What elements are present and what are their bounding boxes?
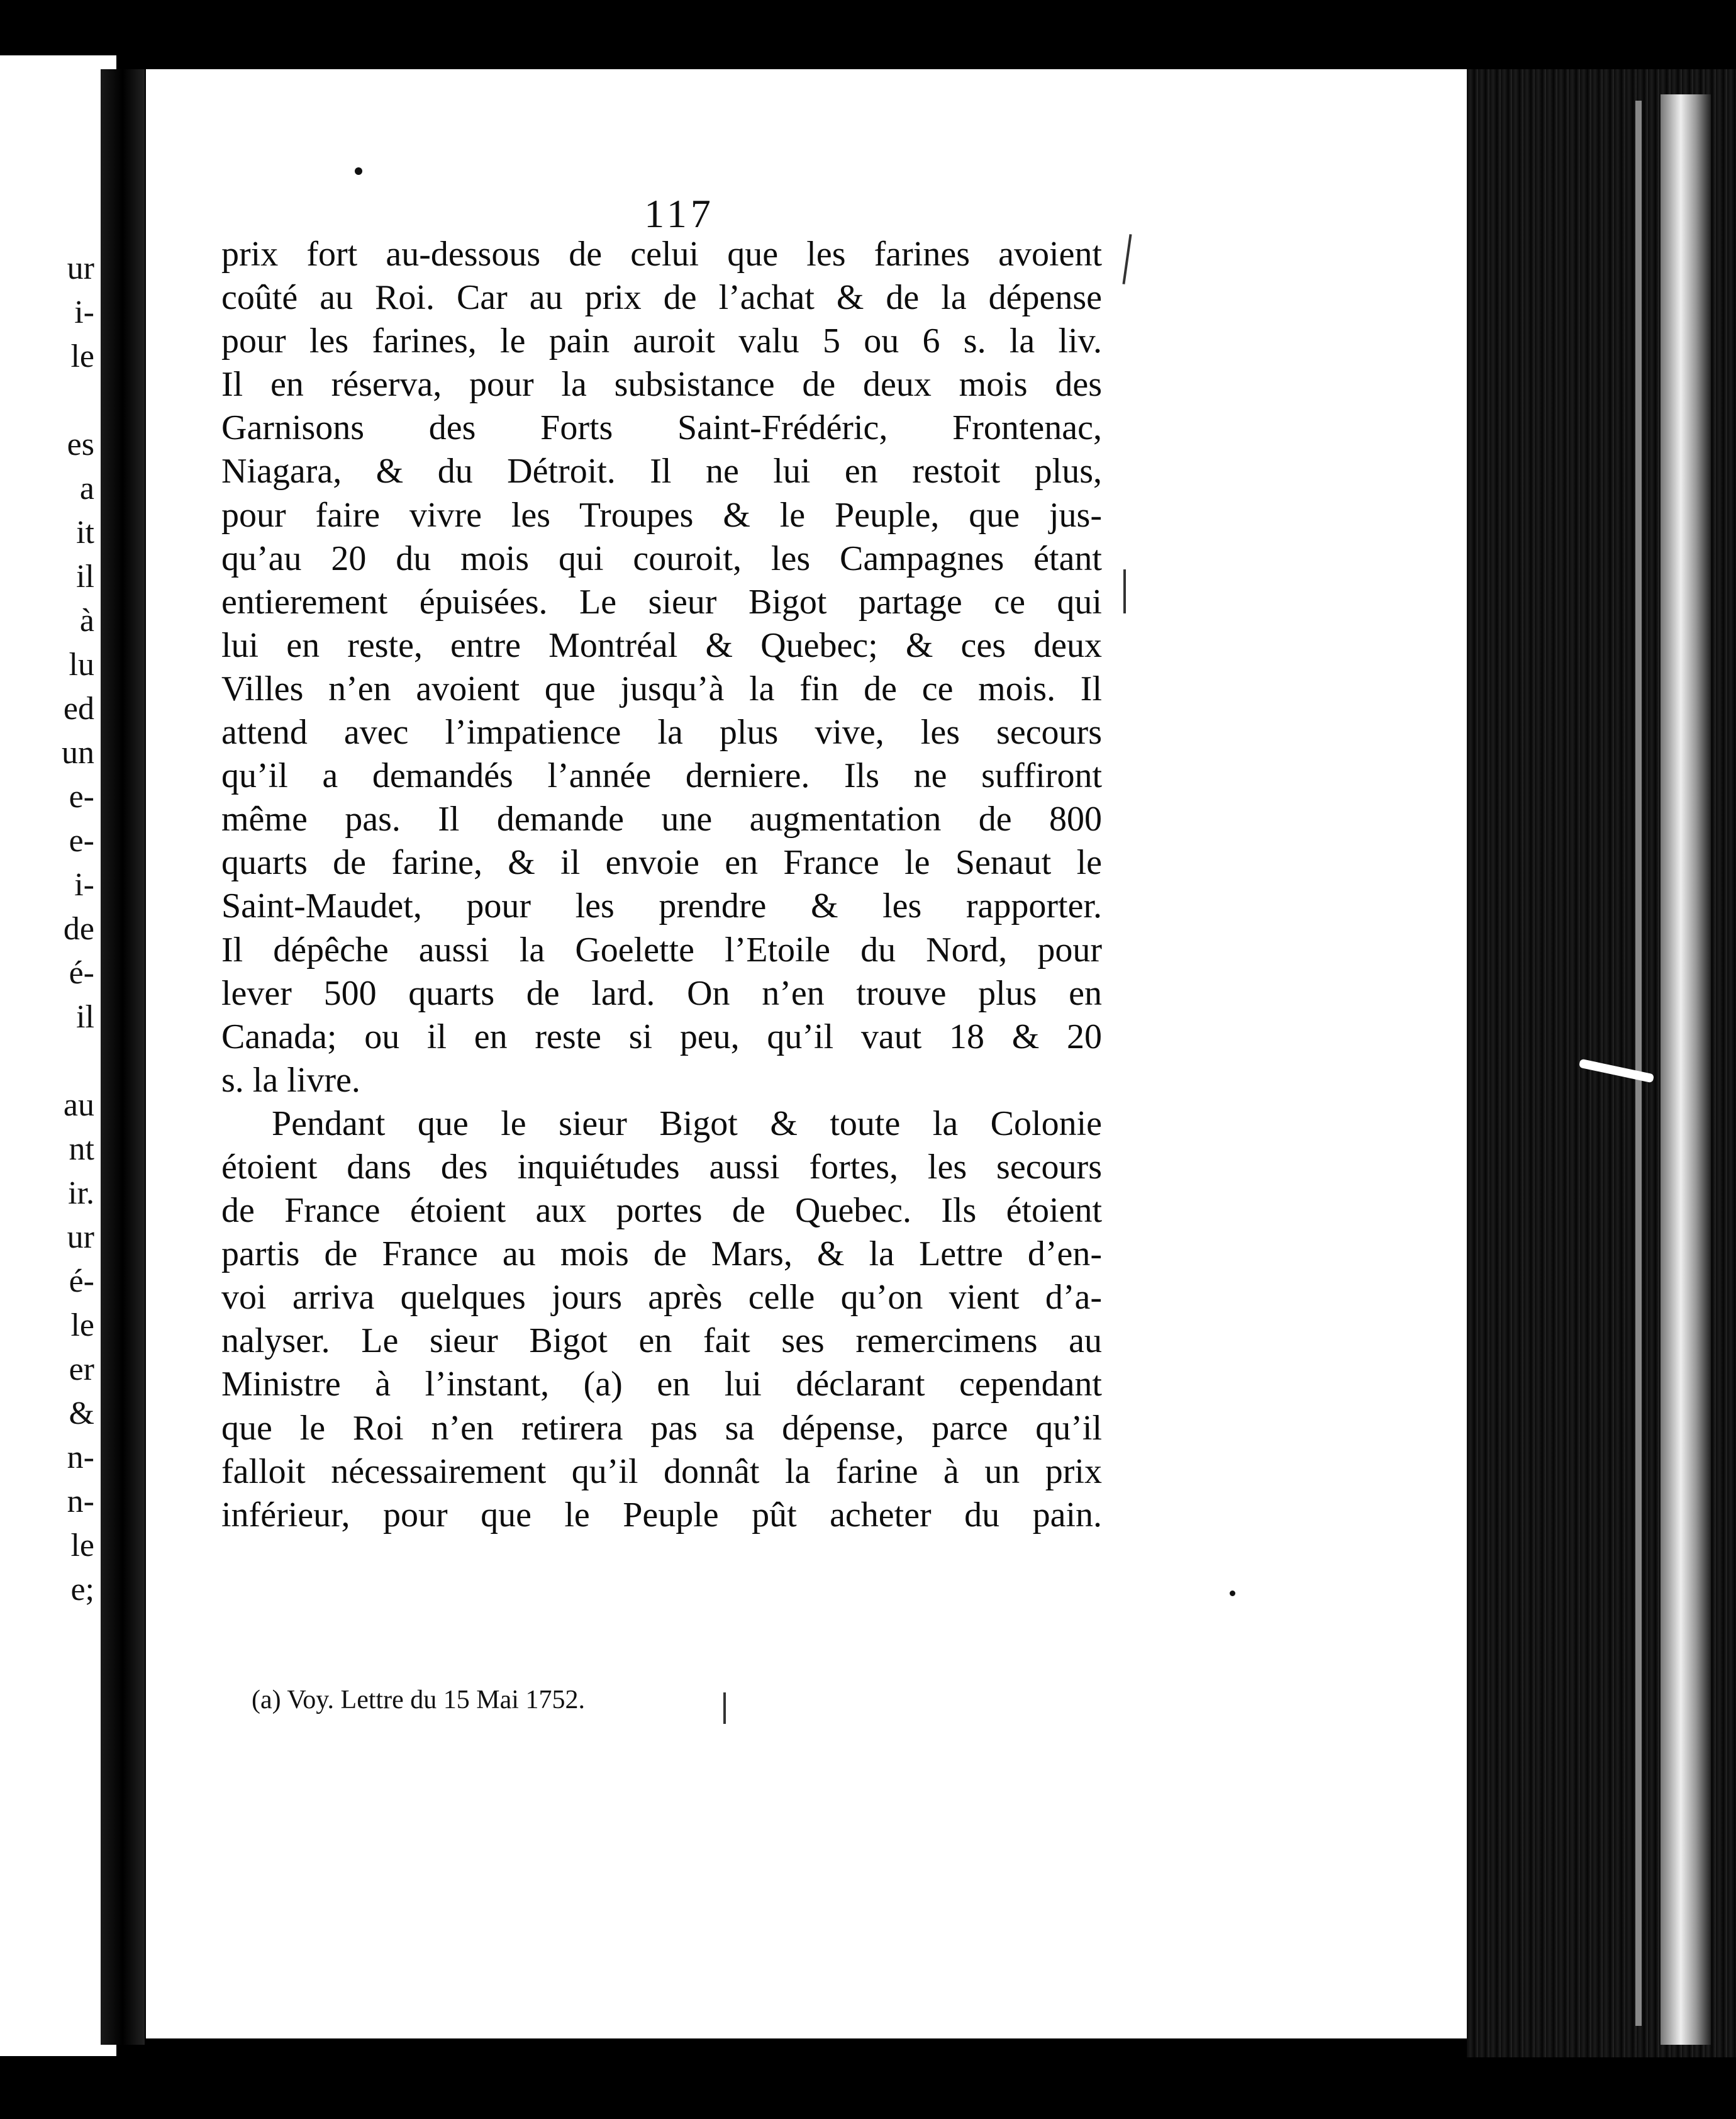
text-line: lui en reste, entre Montréal & Quebec; & ces deux [221,625,1102,665]
facing-fragment: ur [67,1219,94,1255]
facing-fragment: it [76,515,94,551]
text-line: Villes n’en avoient que jusqu’à la fin de ce mois. Il [221,669,1102,708]
facing-fragment: nt [69,1131,94,1167]
facing-fragment: i- [74,294,94,330]
text-line: étoient dans des inquiétudes aussi fortes, les secours [221,1147,1102,1187]
facing-fragment [0,379,94,423]
facing-fragment: il [76,999,94,1035]
text-line: inférieur, pour que le Peuple pût acheter du pain. [221,1495,1102,1535]
margin-mark [1123,569,1126,613]
facing-fragment [0,1039,94,1083]
text-line: Pendant que le sieur Bigot & toute la Colonie [272,1104,1102,1143]
facing-fragment: n- [67,1484,94,1519]
text-line: Canada; ou il en reste si peu, qu’il vaut 18 & 20 [221,1017,1102,1056]
facing-fragment: e- [69,779,94,815]
page-number: 117 [644,191,715,236]
facing-fragment: au [63,1087,94,1123]
text-line: de France étoient aux portes de Quebec. Ils étoient [221,1191,1102,1231]
body-text [221,233,1102,1537]
fore-edge-highlight [1661,94,1711,2045]
footnote: (a) Voy. Lettre du 15 Mai 1752. [252,1686,585,1714]
text-line: Il en réserva, pour la subsistance de deux mois des [221,365,1102,405]
ink-dot [1230,1591,1235,1596]
text-line: coûté au Roi. Car au prix de l’achat & de la dépense [221,278,1102,318]
facing-fragment: & [69,1395,94,1431]
facing-fragment: il [76,559,94,595]
facing-fragment: le [70,1307,94,1343]
text-line: partis de France au mois de Mars, & la Lettre d’en- [221,1234,1102,1274]
text-line: qu’au 20 du mois qui couroit, les Campagnes étant [221,539,1102,578]
text-line: entierement épuisées. Le sieur Bigot partage ce qui [221,582,1102,622]
book-gutter [101,69,145,2045]
text-line: Ministre à l’instant, (a) en lui déclarant cependant [221,1365,1102,1404]
text-line: voi arriva quelques jours après celle qu’on vient d’a- [221,1278,1102,1317]
facing-fragment: un [62,735,94,771]
facing-fragment: i- [74,867,94,903]
text-line: lever 500 quarts de lard. On n’en trouve plus en [221,973,1102,1013]
facing-fragment: ed [63,691,94,727]
text-line: pour faire vivre les Troupes & le Peuple, que jus- [221,495,1102,535]
text-line: prix fort au-dessous de celui que les farines avoient [221,235,1102,274]
text-line: qu’il a demandés l’année derniere. Ils ne suffiront [221,756,1102,796]
facing-fragment: n- [67,1440,94,1475]
text-line: Garnisons des Forts Saint-Frédéric, Frontenac, [221,408,1102,448]
facing-fragment: lu [69,647,94,683]
text-line: attend avec l’impatience la plus vive, les secours [221,713,1102,752]
facing-fragment: ur [67,250,94,286]
margin-mark [723,1692,726,1724]
text-line: que le Roi n’en retirera pas sa dépense, parce qu’il [221,1408,1102,1448]
text-line: Il dépêche aussi la Goelette l’Etoile du Nord, pour [221,930,1102,970]
facing-fragment: ir. [68,1175,94,1211]
facing-fragment: é- [69,1263,94,1299]
text-line: Niagara, & du Détroit. Il ne lui en restoit plus, [221,452,1102,491]
facing-fragment: e- [69,823,94,859]
fore-edge-line [1635,101,1642,2026]
text-line: nalyser. Le sieur Bigot en fait ses remercimens au [221,1321,1102,1361]
facing-fragment: er [69,1351,94,1387]
facing-fragment: à [79,603,94,639]
facing-fragment: e; [70,1572,94,1607]
facing-fragment: a [79,471,94,506]
text-line: quarts de farine, & il envoie en France le Senaut le [221,843,1102,883]
facing-fragment: le [70,338,94,374]
text-line: pour les farines, le pain auroit valu 5 ou 6 s. la liv. [221,321,1102,361]
facing-fragment: le [70,1528,94,1563]
text-line: s. la livre. [221,1060,360,1100]
facing-page-text [0,247,94,1612]
facing-fragment: de [63,911,94,947]
text-line: Saint-Maudet, pour les prendre & les rapporter. [221,886,1102,926]
facing-fragment: es [67,427,94,462]
text-line: falloit nécessairement qu’il donnât la farine à un prix [221,1451,1102,1491]
ink-dot [355,167,362,175]
facing-fragment: é- [69,955,94,991]
text-line: même pas. Il demande une augmentation de 800 [221,800,1102,839]
